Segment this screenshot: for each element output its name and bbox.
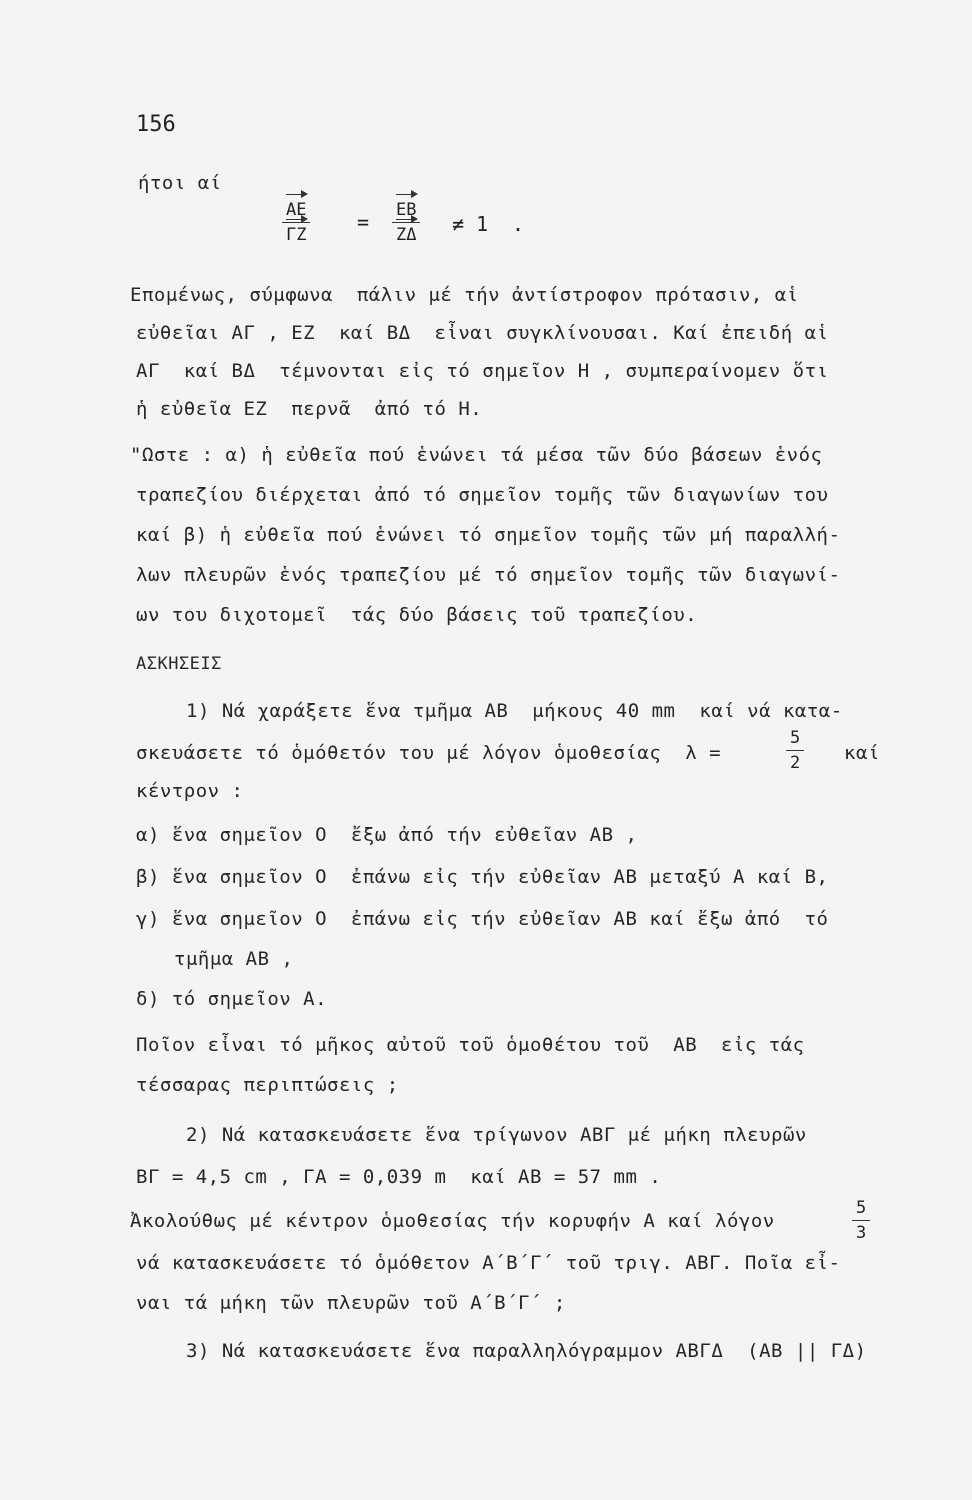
- paragraph1-line: ἡ εὐθεῖα ΕΖ περνᾶ ἀπό τό Η.: [136, 398, 483, 420]
- paragraph2-line: καί β) ἡ εὐθεῖα πού ἑνώνει τό σημεῖον τομῆς τῶν μή παραλλή-: [136, 524, 841, 546]
- not-equal-one: ≠ 1: [452, 212, 489, 236]
- exercise2-line: ναι τά μήκη τῶν πλευρῶν τοῦ Α΄Β΄Γ΄ ;: [136, 1292, 566, 1314]
- paragraph2-line: λων πλευρῶν ἑνός τραπεζίου μέ τό σημεῖον τομῆς τῶν διαγωνί-: [136, 564, 841, 586]
- lambda-fraction: [786, 728, 804, 773]
- equation-period: .: [512, 212, 525, 236]
- paragraph1-line: Επομένως, σύμφωνα πάλιν μέ τήν ἀντίστροφον πρότασιν, αἱ: [130, 284, 799, 306]
- paragraph1-line: ΑΓ καί ΒΔ τέμνονται εἰς τό σημεῖον Η , συμπεραίνομεν ὅτι: [136, 360, 829, 382]
- exercise2-line: Ἀκολούθως μέ κέντρον ὁμοθεσίας τήν κορυφήν Α καί λόγον: [130, 1210, 775, 1232]
- paragraph2-line: τραπεζίου διέρχεται ἀπό τό σημεῖον τομῆς τῶν διαγωνίων του: [136, 484, 829, 506]
- exercise3-line: 3) Νά κατασκευάσετε ἕνα παραλληλόγραμμον ΑΒΓΔ (ΑΒ || ΓΔ): [186, 1340, 867, 1362]
- exercise1-line: σκευάσετε τό ὁμόθετόν του μέ λόγον ὁμοθεσίας λ =: [136, 742, 722, 764]
- exercise1-question: τέσσαρας περιπτώσεις ;: [136, 1074, 399, 1096]
- vector-zd: ΖΔ: [396, 225, 417, 245]
- exercise1-item: δ) τό σημεῖον Α.: [136, 988, 328, 1010]
- exercise2-line: νά κατασκευάσετε τό ὁμόθετον Α΄Β΄Γ΄ τοῦ τριγ. ΑΒΓ. Ποῖα εἶ-: [136, 1252, 841, 1274]
- intro-text: ήτοι αί: [138, 172, 222, 194]
- page-number: 156: [136, 112, 176, 137]
- exercise1-item: α) ἕνα σημεῖον Ο ἔξω ἀπό τήν εὐθεῖαν ΑΒ ,: [136, 824, 638, 846]
- paragraph2-line: "Ωστε : α) ἡ εὐθεῖα πού ἑνώνει τά μέσα τῶν δύο βάσεων ἑνός: [130, 444, 823, 466]
- exercises-heading: ΑΣΚΗΣΕΙΣ: [136, 654, 222, 674]
- ratio-numerator: 5: [856, 1198, 867, 1218]
- paragraph2-line: ων του διχοτομεῖ τάς δύο βάσεις τοῦ τραπεζίου.: [136, 604, 698, 626]
- fraction-eb-zd: [392, 200, 420, 245]
- equals-sign: =: [357, 210, 370, 234]
- exercise1-line: καί: [844, 742, 880, 764]
- exercise2-line: 2) Νά κατασκευάσετε ἕνα τρίγωνον ΑΒΓ μέ μήκη πλευρῶν: [186, 1124, 807, 1146]
- vector-gz: ΓΖ: [286, 225, 307, 245]
- ratio-fraction: [852, 1198, 870, 1243]
- lambda-numerator: 5: [790, 728, 801, 748]
- paragraph1-line: εὐθεῖαι ΑΓ , ΕΖ καί ΒΔ εἶναι συγκλίνουσαι. Καί ἐπειδή αἱ: [136, 322, 829, 344]
- exercise2-line: ΒΓ = 4,5 cm , ΓΑ = 0,039 m καί ΑΒ = 57 mm .: [136, 1166, 662, 1188]
- exercise1-item: γ) ἕνα σημεῖον Ο ἐπάνω εἰς τήν εὐθεῖαν ΑΒ καί ἔξω ἀπό τό: [136, 908, 829, 930]
- vector-ae: ΑΕ: [286, 200, 307, 220]
- ratio-denominator: 3: [856, 1223, 867, 1243]
- exercise1-item: τμῆμα ΑΒ ,: [174, 948, 294, 970]
- lambda-denominator: 2: [790, 753, 801, 773]
- vector-eb: ΕΒ: [396, 200, 417, 220]
- exercise1-question: Ποῖον εἶναι τό μῆκος αὐτοῦ τοῦ ὁμοθέτου τοῦ ΑΒ εἰς τάς: [136, 1034, 805, 1056]
- exercise1-item: β) ἕνα σημεῖον Ο ἐπάνω εἰς τήν εὐθεῖαν ΑΒ μεταξύ Α καί Β,: [136, 866, 829, 888]
- fraction-ae-gz: [282, 200, 310, 245]
- exercise1-line: κέντρον :: [136, 780, 244, 802]
- exercise1-line: 1) Νά χαράξετε ἕνα τμῆμα ΑΒ μήκους 40 mm καί νά κατα-: [186, 700, 843, 722]
